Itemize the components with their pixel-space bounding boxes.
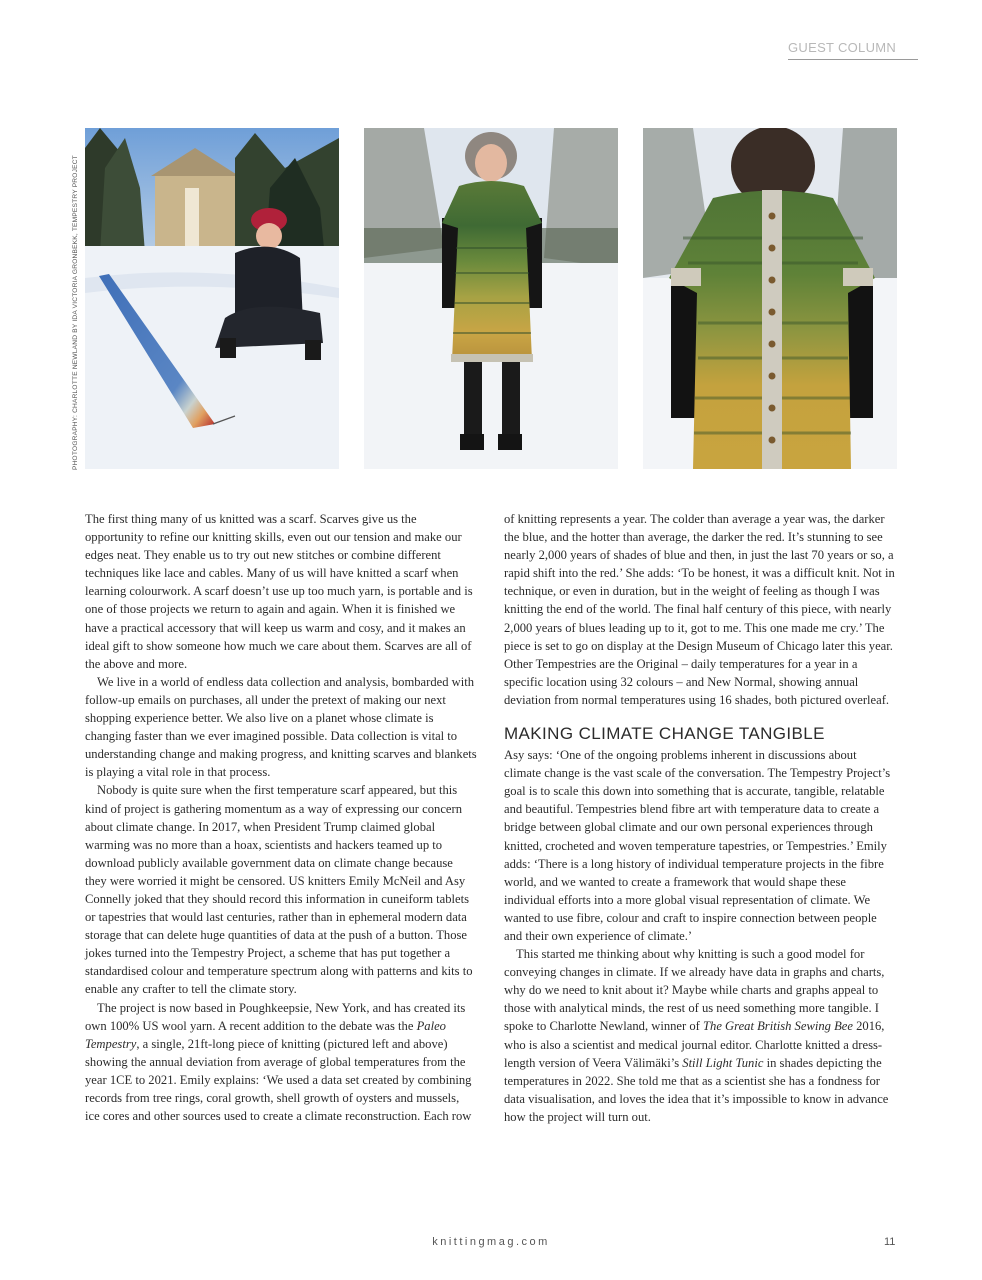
paragraph: of knitting represents a year. The colder than average a year was, the darker the blue, and the hotter than average, the darker the red. It’s stunning to see nearly 2,000 years of shades of blue and then, in just the last 70 years or so, a rapid shift into the red.’ She adds: ‘To be honest, it was a difficult knit. Not in technique, or even in duration, but in the weight of feeling as though I was knitting the end of the world. The final half century of this piece, with nearly 2,000 years of blues leading up to it, got to me. This one made me cry.’ The piece is set to go on display at the Design Museum of Chicago later this year. Other Tempestries are the Original – daily temperatures for a year in a specific location using 32 colours – and New Normal, showing annual deviation from normal temperatures using 16 shades, both pictured overleaf. <box>504 512 895 707</box>
paragraph: Nobody is quite sure when the first temperature scarf appeared, but this kind of project is gathering momentum as a way of expressing our concern about climate change. In 2017, when President Trump claimed global warming was no more than a hoax, scientists and hackers teamed up to download publicly available government data on climate change because they were worried it might be censored. US knitters Emily McNeil and Asy Connelly joked that they should record this information in cuneiform tablets or tapestries that would last centuries, rather than in ephemeral modern data storage that can delete huge quantities of data at the push of a button. Those jokes turned into the Tempestry Project, a scheme that has put together a standardised colour and temperature spectrum along with patterns and kits to enable any crafter to tell the climate story. <box>85 783 473 997</box>
paragraph: The first thing many of us knitted was a scarf. Scarves give us the opportunity to refine our knitting skills, even out our tension and make our edges neat. They enable us to try out new stitches or combine different techniques like lace and cables. Many of us will have knitted a scarf when learning colourwork. A scarf doesn’t use up too much yarn, is portable and is one of those projects we return to again and again. When it is finished we have a practical accessory that will keep us warm and cosy, and it makes an ideal gift to show someone how much we care about them. Scarves are all of the above and more. <box>85 512 473 671</box>
title-paleo-tempestry: Paleo Tempestry <box>85 1018 446 1051</box>
page-number: 11 <box>884 1236 896 1248</box>
section-heading: MAKING CLIMATE CHANGE TANGIBLE <box>504 724 825 744</box>
photo-tunic-back <box>643 128 897 469</box>
footer-website: knittingmag.com <box>432 1236 550 1248</box>
title-sewing-bee: The Great British Sewing Bee <box>703 1019 853 1034</box>
paragraph: The project is now based in Poughkeepsie, New York, and has created its own 100% US wool yarn. A recent addition to the debate was the Paleo Tempestry, a single, 21ft-long piece of knitting (pictured left and above) showing the annual deviation from average of global temperatures from the year 1CE to 2021. Emily explains: ‘We used a data set created by combining records from tree rings, coral growth, shell growth of oysters and mussels, ice cores and other sources used to create a climate reconstruction. Each row <box>85 1000 472 1124</box>
article-column-right <box>504 510 896 1126</box>
photo-credit: PHOTOGRAPHY: CHARLOTTE NEWLAND BY IDA VICTORIA GRONBEKK, TEMPESTRY PROJECT <box>72 155 79 470</box>
paragraph: This started me thinking about why knitting is such a good model for conveying changes in climate. If we already have data in graphs and charts, why do we need to knit about it? Maybe while charts and graphs appeal to those with analytical minds, the rest of us need something more tangible. I spoke to Charlotte Newland, winner of The Great British Sewing Bee 2016, who is also a scientist and medical journal editor. Charlotte knitted a dress-length version of Veera Välimäki’s Still Light Tunic in shades depicting the temperatures in 2022. She told me that as a scientist she has a fondness for data visualisation, and loves the idea that it’s impossible to know in advance how the project will turn out. <box>504 947 889 1124</box>
paragraph: We live in a world of endless data collection and analysis, bombarded with follow-up emails on purchases, all under the pretext of making our next shopping experience better. We also live on a planet whose climate is changing faster than we ever imagined possible. Data collection is vital to understanding change and making progress, and knitting scarves and blankets is playing a vital role in that process. <box>85 674 477 780</box>
paragraph: Asy says: ‘One of the ongoing problems inherent in discussions about climate change is the vast scale of the conversation. The Tempestry Project’s goal is to scale this down into something that is accurate, tangible, relatable and beautiful. Tempestries blend fibre art with temperature data to create a bridge between global climate and our own personal experiences through knitted, crocheted and woven temperature tapestries, or Tempestries.’ Emily adds: ‘There is a long history of individual temperature projects in the fibre world, and we wanted to create a framework that would shape these individual efforts into a more global visual representation of climate. We wanted to use fibre, colour and craft to inspire connection between people and their own experience of climate.’ <box>504 748 891 943</box>
photo-paleo-tempestry-scarf <box>85 128 339 469</box>
title-still-light-tunic: Still Light Tunic <box>682 1055 764 1070</box>
section-label: GUEST COLUMN <box>788 40 918 60</box>
article-column-left <box>85 510 477 1125</box>
photo-tunic-front <box>364 128 618 469</box>
